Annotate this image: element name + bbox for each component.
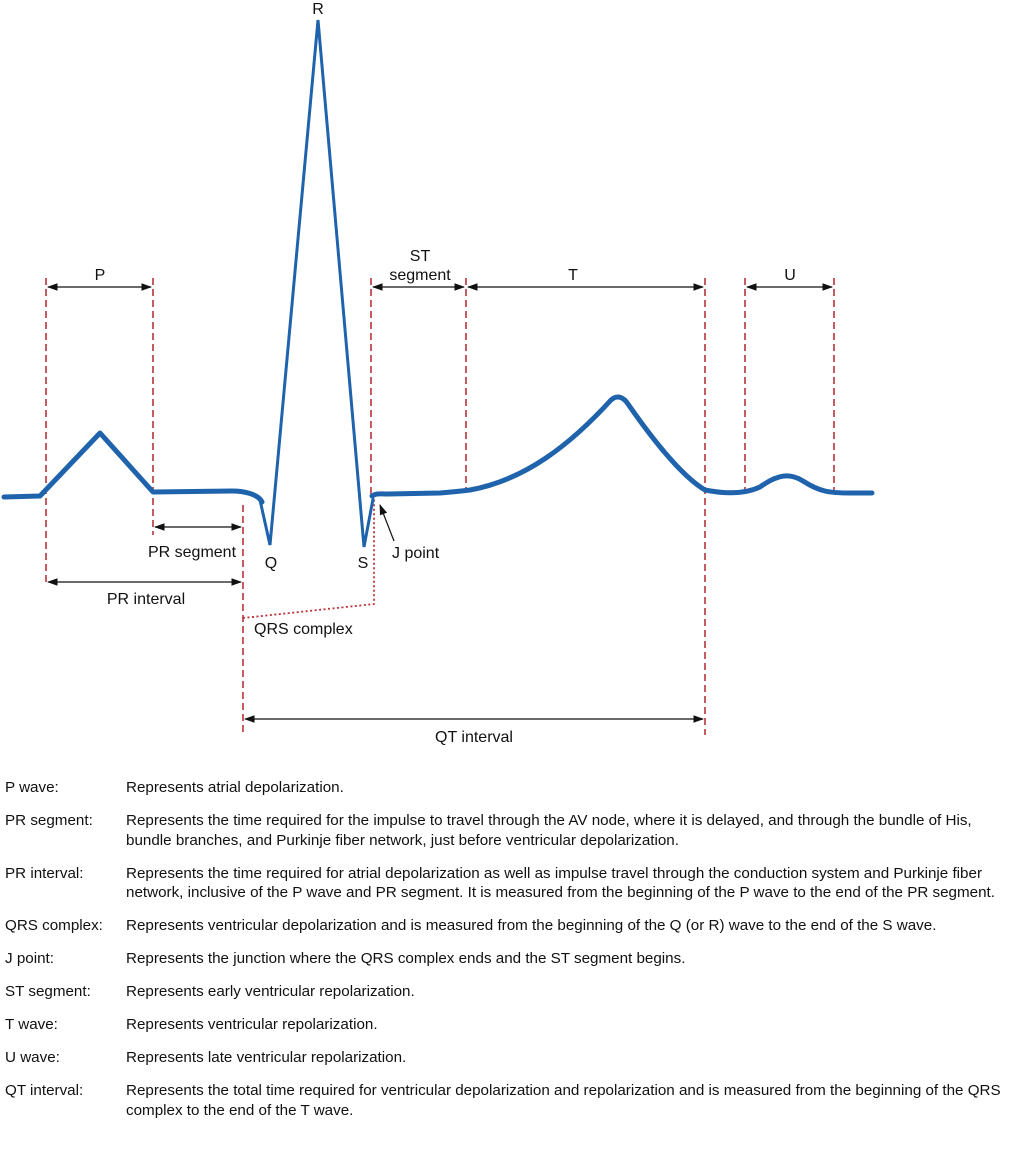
label-j-point: J point bbox=[392, 545, 440, 562]
qrs-spike bbox=[260, 20, 373, 547]
measurement-arrows bbox=[48, 287, 832, 719]
legend-row-st-segment bbox=[5, 982, 1010, 1002]
j-point-pointer-arrow bbox=[380, 505, 394, 541]
ecg-baseline-and-waves bbox=[4, 397, 872, 502]
legend-row-j-point bbox=[5, 949, 1010, 969]
legend-description: Represents the time required for atrial depolarization as well as impulse travel through the conduction system and Purkinje fiber network, inclusive of the P wave and PR segment. It is measured from the beginning of the P wave to the end of the PR segment. bbox=[126, 864, 995, 901]
legend-term: QRS complex: bbox=[5, 917, 103, 934]
legend-row-pr-interval bbox=[5, 864, 1010, 903]
legend-description: Represents atrial depolarization. bbox=[126, 779, 344, 796]
legend-row-p-wave bbox=[5, 778, 1010, 798]
legend-description: Represents the junction where the QRS complex ends and the ST segment begins. bbox=[126, 950, 686, 967]
legend-description: Represents the total time required for ventricular depolarization and repolarization and is measured from the beginning of the QRS complex to the end of the T wave. bbox=[126, 1082, 1001, 1119]
legend-term: QT interval: bbox=[5, 1082, 84, 1099]
legend-row-pr-segment bbox=[5, 811, 1010, 850]
diagram-labels bbox=[95, 1, 796, 746]
label-r: R bbox=[312, 1, 324, 18]
label-q: Q bbox=[264, 555, 278, 572]
legend-row-qrs-complex bbox=[5, 916, 1010, 936]
legend-term: PR segment: bbox=[5, 812, 93, 829]
legend-description: Represents the time required for the impulse to travel through the AV node, where it is delayed, and through the bundle of His, bundle branches, and Purkinje fiber network, just before ventricular depolarization. bbox=[126, 812, 972, 849]
legend-description: Represents ventricular depolarization and is measured from the beginning of the Q (or R) wave to the end of the S wave. bbox=[126, 917, 937, 934]
label-s: S bbox=[357, 555, 369, 572]
legend-term: PR interval: bbox=[5, 864, 84, 882]
label-qrs-complex: QRS complex bbox=[254, 621, 353, 638]
legend-term: U wave: bbox=[5, 1049, 60, 1066]
label-p: P bbox=[94, 267, 106, 284]
label-st-line2: segment bbox=[389, 267, 451, 284]
legend-description: Represents ventricular repolarization. bbox=[126, 1016, 378, 1033]
legend-term: P wave: bbox=[5, 779, 59, 796]
label-pr-segment: PR segment bbox=[147, 544, 237, 561]
legend-term: T wave: bbox=[5, 1016, 58, 1033]
label-u: U bbox=[784, 267, 796, 284]
legend-description: Represents early ventricular repolarization. bbox=[126, 983, 415, 1000]
legend-row-t-wave bbox=[5, 1015, 1010, 1035]
label-pr-interval: PR interval bbox=[106, 591, 186, 608]
legend-row-qt-interval bbox=[5, 1081, 1010, 1120]
definitions-legend bbox=[5, 778, 1010, 1134]
legend-term: J point: bbox=[5, 950, 54, 967]
label-qt-interval: QT interval bbox=[435, 729, 513, 746]
label-st-line1: ST bbox=[409, 248, 431, 265]
label-t: T bbox=[568, 267, 578, 284]
legend-description: Represents late ventricular repolarization. bbox=[126, 1049, 407, 1066]
legend-row-u-wave bbox=[5, 1048, 1010, 1068]
legend-term: ST segment: bbox=[5, 983, 91, 1000]
guide-lines bbox=[46, 278, 834, 735]
